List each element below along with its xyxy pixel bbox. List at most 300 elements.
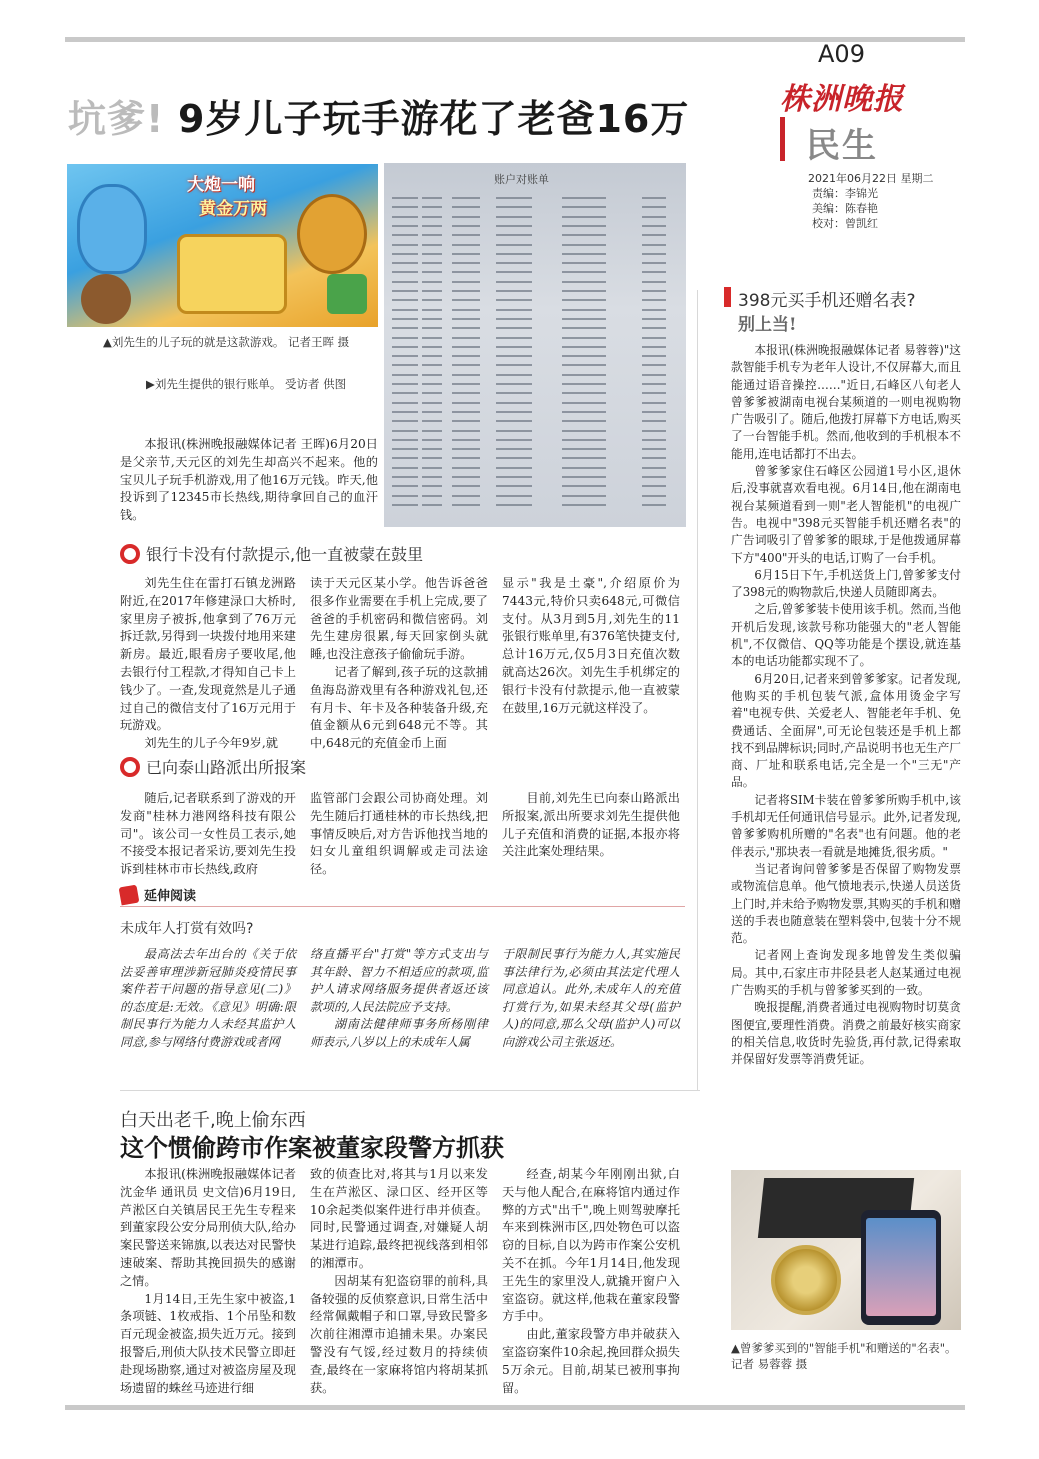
- statement-cell: [496, 374, 532, 376]
- statement-row: [392, 430, 678, 432]
- column-divider: [697, 290, 698, 1090]
- statement-cell: [422, 467, 442, 469]
- bottom-col3: [502, 1166, 680, 1397]
- statement-cell: [392, 383, 418, 385]
- statement-row: [392, 206, 678, 208]
- statement-cell: [642, 355, 666, 357]
- bottom-col2-para2: 因胡某有犯盗窃罪的前科,具备较强的反侦察意识,日常生活中经常佩戴帽子和口罩,导致民警多次前往湘潭市追捕未果。办案民警没有气馁,经过数月的持续侦查,最终在一家麻将馆内将胡某抓获。: [310, 1273, 488, 1395]
- side-title: 398元买手机还赠名表?: [738, 291, 916, 311]
- statement-cell: [562, 504, 606, 506]
- subhead-no-notice: [120, 542, 423, 565]
- statement-cell: [452, 383, 480, 385]
- statement-cell: [642, 337, 666, 339]
- statement-cell: [496, 244, 532, 246]
- statement-cell: [422, 364, 442, 366]
- side-para-4: 之后,曾爹爹装卡使用该手机。然而,当他开机后发现,该款号称功能强大的"老人智能机",不仅微信、QQ等功能是个摆设,就连基本的电话功能都实现不了。: [731, 602, 961, 669]
- statement-row: [392, 299, 678, 301]
- statement-cell: [642, 392, 666, 394]
- statement-cell: [642, 364, 666, 366]
- statement-cell: [422, 197, 442, 199]
- statement-cell: [392, 318, 418, 320]
- statement-cell: [452, 290, 480, 292]
- statement-cell: [392, 327, 418, 329]
- statement-cell: [496, 346, 532, 348]
- statement-cell: [422, 262, 442, 264]
- statement-cell: [452, 504, 480, 506]
- statement-cell: [642, 420, 666, 422]
- statement-row: [392, 467, 678, 469]
- statement-row: [392, 234, 678, 236]
- side-para-5: 6月20日,记者来到曾爹爹家。记者发现,他购买的手机包装气派,盒体用烫金字写着"电视专供、关爱老人、智能老年手机、免费通话、全面屏",可无论包装还是手机上都找不到品牌标识;同时,产品说明书也无生产厂商、厂址和联系电话,完全是一个"三无"产品。: [731, 671, 961, 790]
- statement-cell: [452, 485, 480, 487]
- statement-cell: [392, 271, 418, 273]
- statement-cell: [422, 430, 442, 432]
- statement-cell: [422, 448, 442, 450]
- statement-row: [392, 337, 678, 339]
- masthead-logo: 株洲晚报: [780, 82, 904, 117]
- statement-cell: [392, 309, 418, 311]
- statement-cell: [392, 420, 418, 422]
- statement-row: [392, 457, 678, 459]
- statement-cell: [422, 299, 442, 301]
- bear-character: [297, 194, 367, 274]
- statement-cell: [422, 504, 442, 506]
- statement-cell: [562, 420, 606, 422]
- statement-cell: [562, 457, 606, 459]
- statement-cell: [496, 327, 532, 329]
- statement-cell: [392, 281, 418, 283]
- s1-col2-para1: 读于天元区某小学。他告诉爸爸很多作业需要在手机上完成,要了爸爸的手机密码和微信密码。刘先生建房很累,每天回家倒头就睡,也没注意孩子偷偷玩手游。: [310, 576, 488, 662]
- bottom-col1: [120, 1166, 296, 1397]
- issue-date: 2021年06月22日 星期二: [808, 172, 934, 185]
- statement-cell: [422, 495, 442, 497]
- statement-cell: [392, 253, 418, 255]
- statement-cell: [496, 383, 532, 385]
- statement-cell: [496, 318, 532, 320]
- statement-cell: [642, 197, 666, 199]
- statement-cell: [452, 281, 480, 283]
- statement-cell: [452, 262, 480, 264]
- statement-cell: [562, 355, 606, 357]
- subhead-marker-icon: [120, 757, 140, 777]
- page-number: A09: [818, 40, 865, 68]
- statement-cell: [422, 439, 442, 441]
- statement-cell: [496, 262, 532, 264]
- side-subtitle: 别上当!: [738, 315, 797, 335]
- statement-row: [392, 383, 678, 385]
- statement-row: [392, 253, 678, 255]
- monkey-character: [81, 274, 131, 324]
- statement-cell: [392, 402, 418, 404]
- statement-cell: [452, 430, 480, 432]
- phone-device: [861, 1210, 941, 1325]
- statement-cell: [422, 281, 442, 283]
- statement-cell: [392, 355, 418, 357]
- statement-cell: [392, 374, 418, 376]
- statement-cell: [392, 197, 418, 199]
- statement-cell: [452, 206, 480, 208]
- statement-cell: [496, 216, 532, 218]
- statement-cell: [422, 244, 442, 246]
- statement-cell: [452, 244, 480, 246]
- statement-cell: [562, 206, 606, 208]
- statement-cell: [392, 234, 418, 236]
- side-para-7: 当记者询问曾爹爹是否保留了购物发票或物流信息单。他气愤地表示,快递人员送货上门时,并未给予购物发票,其购买的手机和赠送的手表也随意装在塑料袋中,包装十分不规范。: [731, 861, 961, 946]
- statement-row: [392, 476, 678, 478]
- side-para-6: 记者将SIM卡装在曾爹爹所购手机中,该手机却无任何通讯信号显示。此外,记者发现,曾爹爹购机所赠的"名表"也有问题。他的老伴表示,"那块表一看就是地摊货,很劣质。": [731, 792, 961, 859]
- statement-cell: [452, 234, 480, 236]
- bottom-col2-para1: 致的侦查比对,将其与1月以来发生在芦淞区、渌口区、经开区等10余起类似案件进行串并侦查。同时,民警通过调查,对嫌疑人胡某进行追踪,最终把视线落到相邻的湘潭市。: [310, 1167, 488, 1270]
- game-slogan-1: 大炮一响: [187, 175, 255, 195]
- statement-cell: [562, 430, 606, 432]
- s2-col2: 监管部门会跟公司协商处理。刘先生随后打通桂林的市长热线,把事情反映后,对方告诉他找当地的妇女儿童组织调解或走司法途径。: [310, 791, 488, 877]
- statement-cell: [392, 262, 418, 264]
- statement-cell: [562, 476, 606, 478]
- phone-screen: [866, 1218, 936, 1316]
- statement-cell: [452, 197, 480, 199]
- headline-lead: 坑爹!: [68, 97, 165, 141]
- statement-cell: [452, 495, 480, 497]
- statement-cell: [392, 244, 418, 246]
- statement-cell: [452, 467, 480, 469]
- statement-cell: [642, 262, 666, 264]
- s2-col1: 随后,记者联系到了游戏的开发商"桂林力港网络科技有限公司"。该公司一女性员工表示,她不接受本报记者采访,要刘先生投诉到桂林市市长热线,政府: [120, 791, 296, 877]
- statement-cell: [422, 420, 442, 422]
- statement-cell: [496, 253, 532, 255]
- statement-cell: [562, 337, 606, 339]
- statement-row: [392, 495, 678, 497]
- statement-row: [392, 420, 678, 422]
- pen-icon: [119, 884, 140, 905]
- statement-cell: [392, 225, 418, 227]
- statement-cell: [642, 327, 666, 329]
- statement-cell: [642, 299, 666, 301]
- statement-cell: [642, 457, 666, 459]
- statement-cell: [496, 485, 532, 487]
- statement-cell: [562, 392, 606, 394]
- statement-cell: [452, 439, 480, 441]
- statement-cell: [422, 457, 442, 459]
- s1-col1-para2: 刘先生的儿子今年9岁,就: [144, 736, 278, 751]
- editor-credit: 责编：李锦光: [812, 187, 878, 200]
- statement-cell: [642, 253, 666, 255]
- statement-cell: [642, 430, 666, 432]
- ext-col1: 最高法去年出台的《关于依法妥善审理涉新冠肺炎疫情民事案件若干问题的指导意见(二)》的态度是:无效。《意见》明确:限制民事行为能力人未经其监护人同意,参与网络付费游戏或者网: [120, 947, 296, 1049]
- statement-cell: [422, 337, 442, 339]
- bottom-headline: 这个惯偷跨市作案被董家段警方抓获: [120, 1134, 504, 1162]
- statement-cell: [562, 216, 606, 218]
- statement-cell: [452, 402, 480, 404]
- side-para-1: 本报讯(株洲晚报融媒体记者 易蓉蓉)"这款智能手机专为老年人设计,不仅屏幕大,而且能通过语音操控……"近日,石峰区八旬老人曾爹爹被湖南电视台某频道的一则电视购物广告吸引了。随后,他拨打屏幕下方电话,购买了一台智能手机。然而,他收到的手机根本不能用,连电话都打不出去。: [731, 343, 961, 461]
- statement-cell: [562, 225, 606, 227]
- statement-cell: [452, 420, 480, 422]
- statement-cell: [422, 402, 442, 404]
- gold-watch: [771, 1245, 841, 1315]
- statement-row: [392, 355, 678, 357]
- ext-col2-para1: 络直播平台"打赏"等方式支出与其年龄、智力不相适应的款项,监护人请求网络服务提供者返还该款项的,人民法院应予支持。: [310, 947, 488, 1014]
- statement-cell: [422, 383, 442, 385]
- statement-cell: [642, 271, 666, 273]
- s1-col3: 显示"我是土豪",介绍原价为7443元,特价只卖648元,可微信支付。从3月到5月,刘先生的11张银行账单里,有376笔快捷支付,总计16万元,仅5月3日充值次数就高达26次。刘先生手机绑定的银行卡没有付款提示,他一直被蒙在鼓里,16万元就这样没了。: [502, 576, 680, 715]
- statement-cell: [422, 355, 442, 357]
- extended-divider: [120, 906, 685, 907]
- statement-row: [392, 448, 678, 450]
- statement-cell: [562, 253, 606, 255]
- statement-cell: [392, 467, 418, 469]
- section-bar: [780, 117, 785, 161]
- statement-cell: [642, 402, 666, 404]
- extended-label-text: 延伸阅读: [144, 889, 197, 904]
- bottom-kicker: 白天出老千,晚上偷东西: [120, 1110, 306, 1131]
- statement-cell: [452, 327, 480, 329]
- statement-row: [392, 225, 678, 227]
- statement-cell: [562, 271, 606, 273]
- statement-cell: [392, 457, 418, 459]
- statement-cell: [422, 206, 442, 208]
- gold-pile: [177, 234, 287, 314]
- statement-cell: [562, 234, 606, 236]
- phone-watch-photo: [731, 1170, 961, 1330]
- statement-cell: [452, 364, 480, 366]
- statement-cell: [642, 216, 666, 218]
- statement-cell: [452, 318, 480, 320]
- statement-row: [392, 392, 678, 394]
- statement-cell: [392, 206, 418, 208]
- statement-cell: [642, 318, 666, 320]
- statement-cell: [562, 485, 606, 487]
- subhead-police-report: [120, 755, 306, 778]
- statement-cell: [642, 281, 666, 283]
- side-para-3: 6月15日下午,手机送货上门,曾爹爹支付了398元的购物款后,快递人员随即离去。: [731, 567, 961, 600]
- bottom-col1-para2: 1月14日,王先生家中被盗,1条项链、1枚戒指、1个吊坠和数百元现金被盗,损失近万元。接到报警后,刑侦大队技术民警立即赶赴现场勘察,通过对被盗房屋及现场遗留的蛛丝马迹进行细: [120, 1291, 296, 1395]
- statement-row: [392, 271, 678, 273]
- statement-cell: [452, 253, 480, 255]
- bottom-col2: [310, 1166, 488, 1397]
- statement-cell: [452, 271, 480, 273]
- statement-cell: [452, 309, 480, 311]
- statement-cell: [562, 439, 606, 441]
- statement-cell: [496, 392, 532, 394]
- statement-cell: [452, 476, 480, 478]
- statement-cell: [642, 374, 666, 376]
- statement-cell: [642, 225, 666, 227]
- statement-cell: [392, 495, 418, 497]
- statement-cell: [562, 197, 606, 199]
- credits: [812, 186, 878, 231]
- statement-row: [392, 439, 678, 441]
- s1-col1: [120, 575, 296, 753]
- statement-row: [392, 290, 678, 292]
- statement-cell: [392, 430, 418, 432]
- statement-row: [392, 485, 678, 487]
- statement-cell: [452, 337, 480, 339]
- statement-cell: [422, 234, 442, 236]
- statement-row: [392, 504, 678, 506]
- bottom-col1-para1: 本报讯(株洲晚报融媒体记者 沈金华 通讯员 史文信)6月19日,芦淞区白关镇居民王先生专程来到董家段公安分局刑侦大队,给办案民警送来锦旗,以表达对民警快速破案、帮助其挽回损失的感谢之情。: [120, 1167, 296, 1288]
- statement-cell: [422, 346, 442, 348]
- subhead-1-text: 银行卡没有付款提示,他一直被蒙在鼓里: [146, 545, 424, 564]
- statement-row: [392, 318, 678, 320]
- statement-cell: [496, 411, 532, 413]
- statement-cell: [562, 244, 606, 246]
- s1-col2-para2: 记者了解到,孩子玩的这款捕鱼海岛游戏里有各种游戏礼包,还有月卡、年卡及各种装备升级,充值金额从6元到648元不等。其中,648元的充值金币上面: [310, 664, 488, 751]
- statement-row: [392, 244, 678, 246]
- statement-cell: [642, 439, 666, 441]
- statement-cell: [452, 225, 480, 227]
- statement-cell: [642, 411, 666, 413]
- statement-cell: [496, 430, 532, 432]
- designer-credit: 美编：陈春艳: [812, 202, 878, 215]
- statement-cell: [562, 411, 606, 413]
- statement-cell: [496, 281, 532, 283]
- statement-cell: [642, 504, 666, 506]
- side-para-9: 晚报提醒,消费者通过电视购物时切莫贪图便宜,要理性消费。消费之前最好核实商家的相关信息,收货时先验货,再付款,记得索取并保留好发票等消费凭证。: [731, 1000, 961, 1067]
- statement-cell: [496, 197, 532, 199]
- statement-cell: [496, 234, 532, 236]
- side-photo-caption: ▲曾爹爹买到的"智能手机"和赠送的"名表"。 记者 易蓉蓉 摄: [731, 1341, 957, 1371]
- side-body: [731, 342, 961, 1068]
- statement-cell: [496, 420, 532, 422]
- statement-cell: [452, 346, 480, 348]
- statement-cell: [422, 290, 442, 292]
- side-title-bar: [724, 287, 731, 307]
- statement-cell: [496, 206, 532, 208]
- statement-cell: [422, 225, 442, 227]
- statement-cell: [392, 346, 418, 348]
- proofreader-credit: 校对：曾凯红: [812, 217, 878, 230]
- extended-question: 未成年人打赏有效吗?: [120, 921, 254, 937]
- ext-col2: [310, 946, 488, 1051]
- statement-cell: [642, 244, 666, 246]
- bank-statement-photo: [384, 163, 686, 527]
- game-screenshot: [67, 164, 378, 327]
- statement-cell: [452, 374, 480, 376]
- statement-cell: [562, 262, 606, 264]
- statement-rows: [392, 197, 678, 517]
- statement-cell: [392, 216, 418, 218]
- statement-row: [392, 262, 678, 264]
- statement-cell: [392, 476, 418, 478]
- statement-cell: [642, 495, 666, 497]
- bottom-col3-para2: 由此,董家段警方串并破获入室盗窃案件10余起,挽回群众损失5万余元。目前,胡某已被刑事拘留。: [502, 1327, 680, 1395]
- statement-cell: [496, 355, 532, 357]
- statement-cell: [562, 467, 606, 469]
- bottom-story-divider: [120, 1090, 700, 1091]
- statement-cell: [642, 467, 666, 469]
- statement-row: [392, 216, 678, 218]
- statement-cell: [496, 299, 532, 301]
- statement-cell: [642, 383, 666, 385]
- statement-cell: [392, 290, 418, 292]
- subhead-2-text: 已向泰山路派出所报案: [146, 758, 307, 777]
- statement-row: [392, 411, 678, 413]
- statement-cell: [392, 439, 418, 441]
- statement-cell: [422, 411, 442, 413]
- ext-col2-para2: 湖南法健律师事务所杨刚律师表示,八岁以上的未成年人属: [310, 1017, 488, 1049]
- statement-cell: [452, 216, 480, 218]
- ext-col3: 于限制民事行为能力人,其实施民事法律行为,必须由其法定代理人同意追认。此外,未成年人的充值打赏行为,如果未经其父母(监护人)的同意,那么父母(监护人)可以向游戏公司主张返还。: [502, 947, 680, 1049]
- subhead-marker-icon: [120, 544, 140, 564]
- lead-paragraph: 本报讯(株洲晚报融媒体记者 王晖)6月20日是父亲节,天元区的刘先生却高兴不起来。他的宝贝儿子玩手机游戏,用了他16万元钱。昨天,他投诉到了12345市长热线,期待拿回自己的血汗钱。: [120, 437, 378, 523]
- bank-caption: ▶刘先生提供的银行账单。 受访者 供图: [146, 377, 347, 391]
- statement-cell: [496, 364, 532, 366]
- statement-cell: [562, 309, 606, 311]
- extended-reading-label: [120, 885, 196, 904]
- statement-cell: [496, 225, 532, 227]
- statement-cell: [392, 448, 418, 450]
- s2-col3: 目前,刘先生已向泰山路派出所报案,派出所要求刘先生提供他儿子充值和消费的证据,本报亦将关注此案处理结果。: [502, 791, 680, 859]
- side-para-2: 曾爹爹家住石峰区公园道1号小区,退休后,没事就喜欢看电视。6月14日,他在湖南电视台某频道看到一则"老人智能机"的电视广告。电视中"398元买智能手机还赠名表"的广告词吸引了曾爹爹的眼球,于是他拨通屏幕下方"400"开头的电话,订购了一台手机。: [731, 464, 961, 565]
- statement-cell: [642, 206, 666, 208]
- statement-cell: [392, 504, 418, 506]
- statement-cell: [496, 271, 532, 273]
- statement-cell: [422, 253, 442, 255]
- statement-cell: [422, 476, 442, 478]
- statement-cell: [562, 495, 606, 497]
- s1-col1-para1: 刘先生住在雷打石镇龙洲路附近,在2017年修建渌口大桥时,家里房子被拆,他拿到了76万元拆迁款,另得到一块拨付地用来建新房。最近,眼看房子要收尾,他去银行付工程款,才得知自己卡上钱少了。一查,发现竟然是儿子通过自己的微信支付了16万元用于玩游戏。: [120, 576, 296, 733]
- statement-cell: [562, 299, 606, 301]
- statement-cell: [642, 309, 666, 311]
- statement-row: [392, 402, 678, 404]
- statement-cell: [562, 364, 606, 366]
- main-headline: 9岁儿子玩手游花了老爸16万: [178, 97, 690, 141]
- statement-cell: [642, 234, 666, 236]
- s1-col2: [310, 575, 488, 753]
- statement-row: [392, 281, 678, 283]
- section-title: 民生: [806, 126, 878, 166]
- cash-stack: [327, 274, 367, 314]
- statement-cell: [642, 448, 666, 450]
- statement-cell: [422, 309, 442, 311]
- statement-cell: [496, 448, 532, 450]
- bottom-col3-para1: 经查,胡某今年刚刚出狱,白天与他人配合,在麻将馆内通过作弊的方式"出千",晚上则驾驶摩托车来到株洲市区,四处物色可以盗窃的目标,自以为跨市作案公安机关不在抓。今年1月14日,他发现王先生的家里没人,就撬开窗户入室盗窃。就这样,他栽在董家段警方手中。: [502, 1167, 680, 1324]
- bottom-rule: [65, 1405, 965, 1410]
- statement-row: [392, 197, 678, 199]
- statement-cell: [422, 216, 442, 218]
- statement-cell: [496, 504, 532, 506]
- statement-cell: [496, 290, 532, 292]
- statement-cell: [452, 411, 480, 413]
- statement-cell: [562, 327, 606, 329]
- statement-cell: [496, 467, 532, 469]
- statement-cell: [496, 439, 532, 441]
- statement-cell: [496, 495, 532, 497]
- statement-cell: [392, 299, 418, 301]
- statement-cell: [452, 457, 480, 459]
- statement-cell: [452, 355, 480, 357]
- statement-cell: [562, 383, 606, 385]
- statement-cell: [392, 485, 418, 487]
- statement-row: [392, 309, 678, 311]
- statement-cell: [562, 402, 606, 404]
- statement-cell: [452, 392, 480, 394]
- statement-cell: [562, 374, 606, 376]
- statement-cell: [422, 271, 442, 273]
- statement-cell: [642, 290, 666, 292]
- statement-row: [392, 327, 678, 329]
- statement-cell: [642, 476, 666, 478]
- statement-cell: [422, 318, 442, 320]
- statement-cell: [452, 448, 480, 450]
- statement-cell: [392, 392, 418, 394]
- game-caption: ▲刘先生的儿子玩的就是这款游戏。 记者王晖 摄: [103, 335, 350, 349]
- statement-cell: [392, 337, 418, 339]
- statement-row: [392, 346, 678, 348]
- statement-cell: [422, 374, 442, 376]
- game-slogan-2: 黄金万两: [199, 199, 267, 219]
- statement-cell: [496, 457, 532, 459]
- statement-cell: [422, 392, 442, 394]
